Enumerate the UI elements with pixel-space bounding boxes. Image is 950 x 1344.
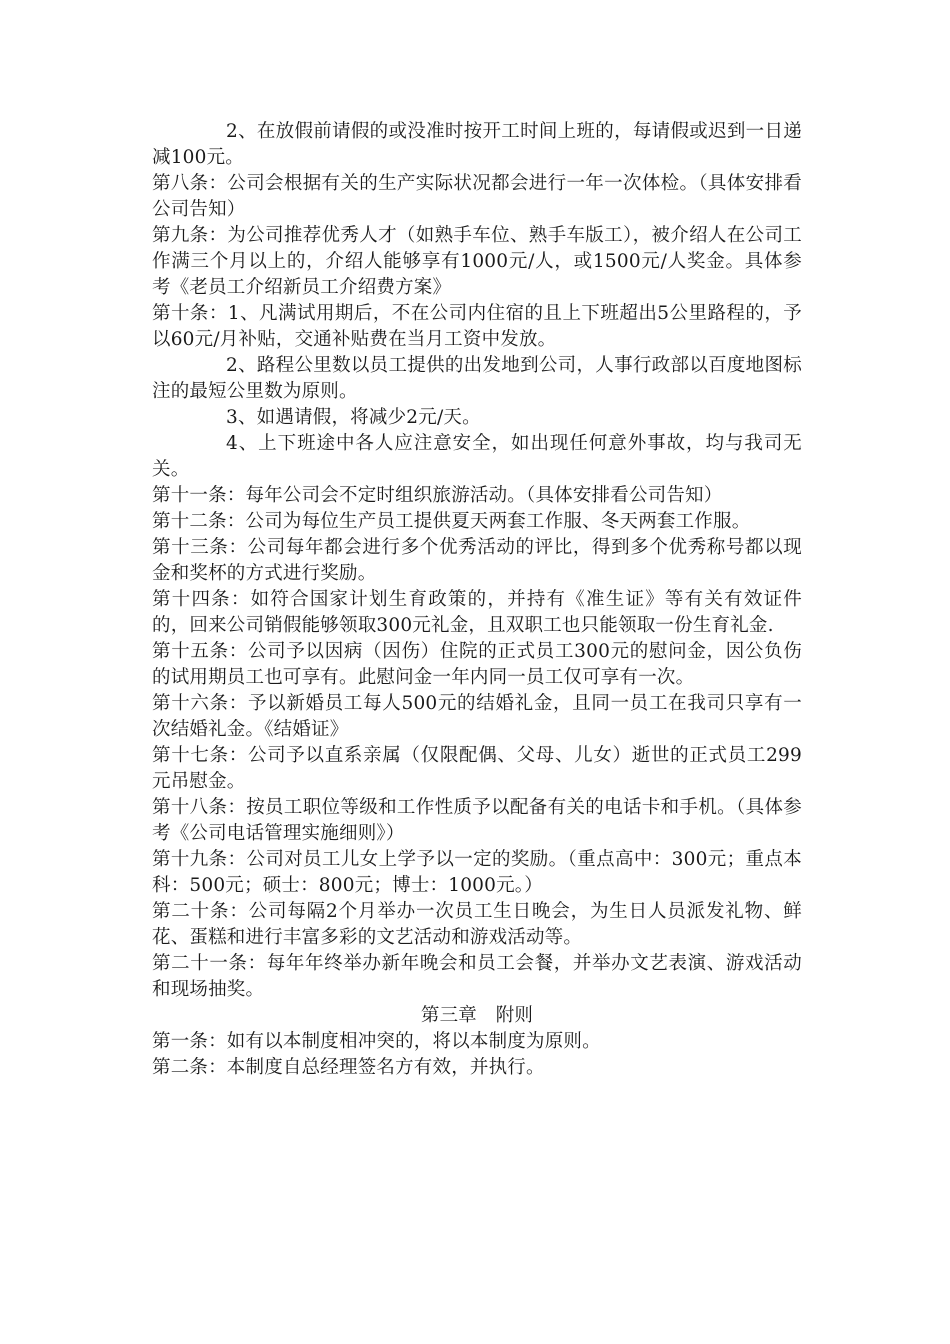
document-body — [152, 119, 802, 1003]
paragraph: 第九条：为公司推荐优秀人才（如熟手车位、熟手车版工），被介绍人在公司工作满三个月以上的，介绍人能够享有1000元/人，或1500元/人奖金。具体参考《老员工介绍新员工介绍费方案》 — [152, 225, 802, 298]
paragraph: 3、如遇请假，将减少2元/天。 — [226, 407, 481, 428]
paragraph: 第十三条：公司每年都会进行多个优秀活动的评比，得到多个优秀称号都以现金和奖杯的方式进行奖励。 — [152, 537, 802, 584]
document-closing — [152, 1029, 802, 1081]
paragraph: 4、上下班途中各人应注意安全，如出现任何意外事故，均与我司无关。 — [152, 433, 802, 480]
paragraph: 第一条：如有以本制度相冲突的，将以本制度为原则。 — [152, 1031, 601, 1052]
paragraph: 第十六条：予以新婚员工每人500元的结婚礼金，且同一员工在我司只享有一次结婚礼金。《结婚证》 — [152, 693, 802, 740]
paragraph: 第八条：公司会根据有关的生产实际状况都会进行一年一次体检。（具体安排看公司告知） — [152, 173, 802, 220]
paragraph: 第十四条：如符合国家计划生育政策的，并持有《准生证》等有关有效证件的，回来公司销假能够领取300元礼金，且双职工也只能领取一份生育礼金. — [152, 589, 802, 636]
paragraph: 第十七条：公司予以直系亲属（仅限配偶、父母、儿女）逝世的正式员工299元吊慰金。 — [152, 745, 802, 792]
paragraph: 第十一条：每年公司会不定时组织旅游活动。（具体安排看公司告知） — [152, 485, 723, 506]
paragraph: 第十五条：公司予以因病（因伤）住院的正式员工300元的慰问金，因公负伤的试用期员工也可享有。此慰问金一年内同一员工仅可享有一次。 — [152, 641, 802, 688]
paragraph: 第十二条：公司为每位生产员工提供夏天两套工作服、冬天两套工作服。 — [152, 511, 751, 532]
paragraph: 第十九条：公司对员工儿女上学予以一定的奖励。（重点高中：300元；重点本科：500元；硕士：800元；博士：1000元。） — [152, 849, 802, 896]
paragraph: 第十条：1、凡满试用期后，不在公司内住宿的且上下班超出5公里路程的，予以60元/月补贴，交通补贴费在当月工资中发放。 — [152, 303, 802, 350]
paragraph: 第二十条：公司每隔2个月举办一次员工生日晚会，为生日人员派发礼物、鲜花、蛋糕和进行丰富多彩的文艺活动和游戏活动等。 — [152, 901, 802, 948]
paragraph: 第二条：本制度自总经理签名方有效，并执行。 — [152, 1057, 545, 1078]
paragraph: 2、在放假前请假的或没准时按开工时间上班的，每请假或迟到一日递减100元。 — [152, 121, 802, 168]
document-page — [152, 119, 802, 1081]
paragraph: 第二十一条：每年年终举办新年晚会和员工会餐，并举办文艺表演、游戏活动和现场抽奖。 — [152, 953, 802, 1000]
chapter-heading: 第三章 附则 — [420, 1005, 534, 1026]
paragraph: 第十八条：按员工职位等级和工作性质予以配备有关的电话卡和手机。（具体参考《公司电话管理实施细则》） — [152, 797, 802, 844]
paragraph: 2、路程公里数以员工提供的出发地到公司，人事行政部以百度地图标注的最短公里数为原则。 — [152, 355, 802, 402]
